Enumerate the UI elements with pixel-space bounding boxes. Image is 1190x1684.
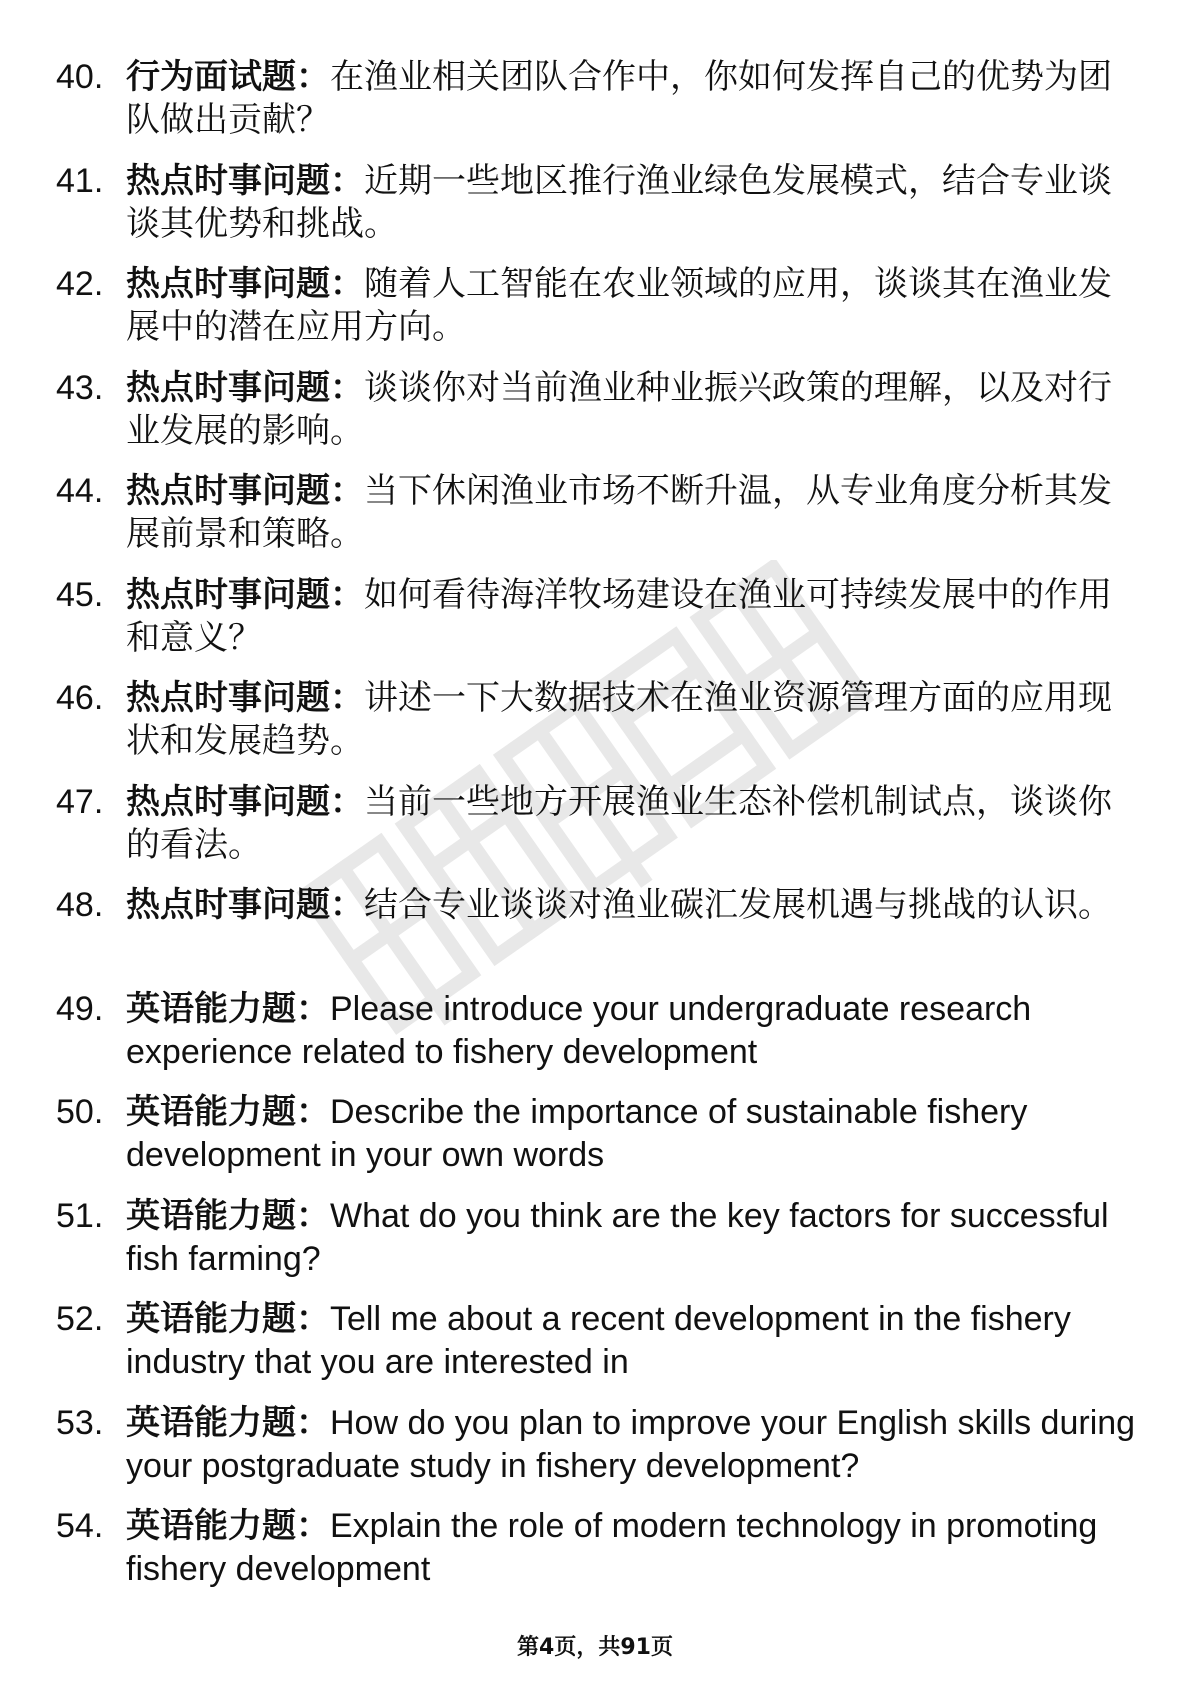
question-item bbox=[56, 884, 1136, 970]
question-text: 谈谈你对当前渔业种业振兴政策的理解，以及对行业发展的影响。 bbox=[126, 367, 1112, 451]
question-number: 50. bbox=[56, 1093, 104, 1131]
question-item bbox=[56, 677, 1136, 763]
question-text: Tell me about a recent development in the fishery industry that you are interested in bbox=[126, 1300, 1071, 1381]
question-text: How do you plan to improve your English skills during your postgraduate study in fishery development? bbox=[126, 1403, 1136, 1485]
question-text: Describe the importance of sustainable fishery development in your own words bbox=[126, 1093, 1028, 1174]
question-number: 47. bbox=[56, 782, 104, 821]
question-number: 41. bbox=[56, 161, 104, 200]
question-item bbox=[56, 574, 1136, 660]
question-category: 英语能力题： bbox=[126, 1506, 330, 1546]
question-category: 热点时事问题： bbox=[126, 471, 364, 511]
question-number: 49. bbox=[56, 989, 104, 1028]
question-text: 讲述一下大数据技术在渔业资源管理方面的应用现状和发展趋势。 bbox=[126, 678, 1112, 761]
question-category: 英语能力题： bbox=[126, 988, 330, 1029]
question-text: Please introduce your undergraduate research experience related to fishery development bbox=[126, 989, 1032, 1071]
question-category: 热点时事问题： bbox=[126, 885, 364, 925]
question-number: 53. bbox=[56, 1403, 104, 1442]
question-item bbox=[56, 1298, 1136, 1384]
question-category: 英语能力题： bbox=[126, 1299, 330, 1339]
question-text: 随着人工智能在农业领域的应用，谈谈其在渔业发展中的潜在应用方向。 bbox=[126, 264, 1112, 347]
question-text: 当前一些地方开展渔业生态补偿机制试点，谈谈你的看法。 bbox=[126, 781, 1112, 865]
question-item bbox=[56, 470, 1136, 556]
question-category: 英语能力题： bbox=[126, 1402, 330, 1443]
question-number: 45. bbox=[56, 575, 104, 614]
question-category: 行为面试题： bbox=[126, 57, 330, 97]
question-number: 46. bbox=[56, 679, 104, 717]
question-item bbox=[56, 1195, 1136, 1281]
question-text: 如何看待海洋牧场建设在渔业可持续发展中的作用和意义？ bbox=[126, 574, 1112, 658]
question-number: 54. bbox=[56, 1507, 104, 1545]
question-category: 热点时事问题： bbox=[126, 264, 364, 304]
question-number: 43. bbox=[56, 368, 104, 407]
question-list bbox=[56, 56, 1136, 1609]
question-item bbox=[56, 1091, 1136, 1177]
question-item bbox=[56, 988, 1136, 1074]
question-text: What do you think are the key factors for successful fish farming? bbox=[126, 1196, 1109, 1278]
question-item bbox=[56, 56, 1136, 142]
question-number: 52. bbox=[56, 1300, 104, 1338]
question-text: 近期一些地区推行渔业绿色发展模式，结合专业谈谈其优势和挑战。 bbox=[126, 160, 1112, 244]
question-text: 当下休闲渔业市场不断升温，从专业角度分析其发展前景和策略。 bbox=[126, 471, 1112, 554]
question-category: 英语能力题： bbox=[126, 1092, 330, 1132]
question-category: 热点时事问题： bbox=[126, 781, 364, 822]
question-text: 在渔业相关团队合作中，你如何发挥自己的优势为团队做出贡献？ bbox=[126, 57, 1112, 140]
question-category: 热点时事问题： bbox=[126, 574, 364, 615]
question-text: Explain the role of modern technology in promoting fishery development bbox=[126, 1507, 1098, 1588]
question-number: 51. bbox=[56, 1196, 104, 1235]
question-item bbox=[56, 263, 1136, 349]
page-footer: 第4页，共91页 bbox=[517, 1635, 673, 1660]
question-number: 40. bbox=[56, 58, 104, 96]
question-item bbox=[56, 367, 1136, 453]
question-item bbox=[56, 160, 1136, 246]
question-number: 48. bbox=[56, 886, 104, 924]
question-item bbox=[56, 1505, 1136, 1591]
question-category: 热点时事问题： bbox=[126, 678, 364, 718]
question-number: 42. bbox=[56, 265, 104, 303]
question-item bbox=[56, 1402, 1136, 1488]
question-number: 44. bbox=[56, 472, 104, 510]
question-category: 英语能力题： bbox=[126, 1195, 330, 1236]
question-item bbox=[56, 781, 1136, 867]
question-category: 热点时事问题： bbox=[126, 160, 364, 201]
question-text: 结合专业谈谈对渔业碳汇发展机遇与挑战的认识。 bbox=[364, 885, 1112, 925]
question-category: 热点时事问题： bbox=[126, 367, 364, 408]
